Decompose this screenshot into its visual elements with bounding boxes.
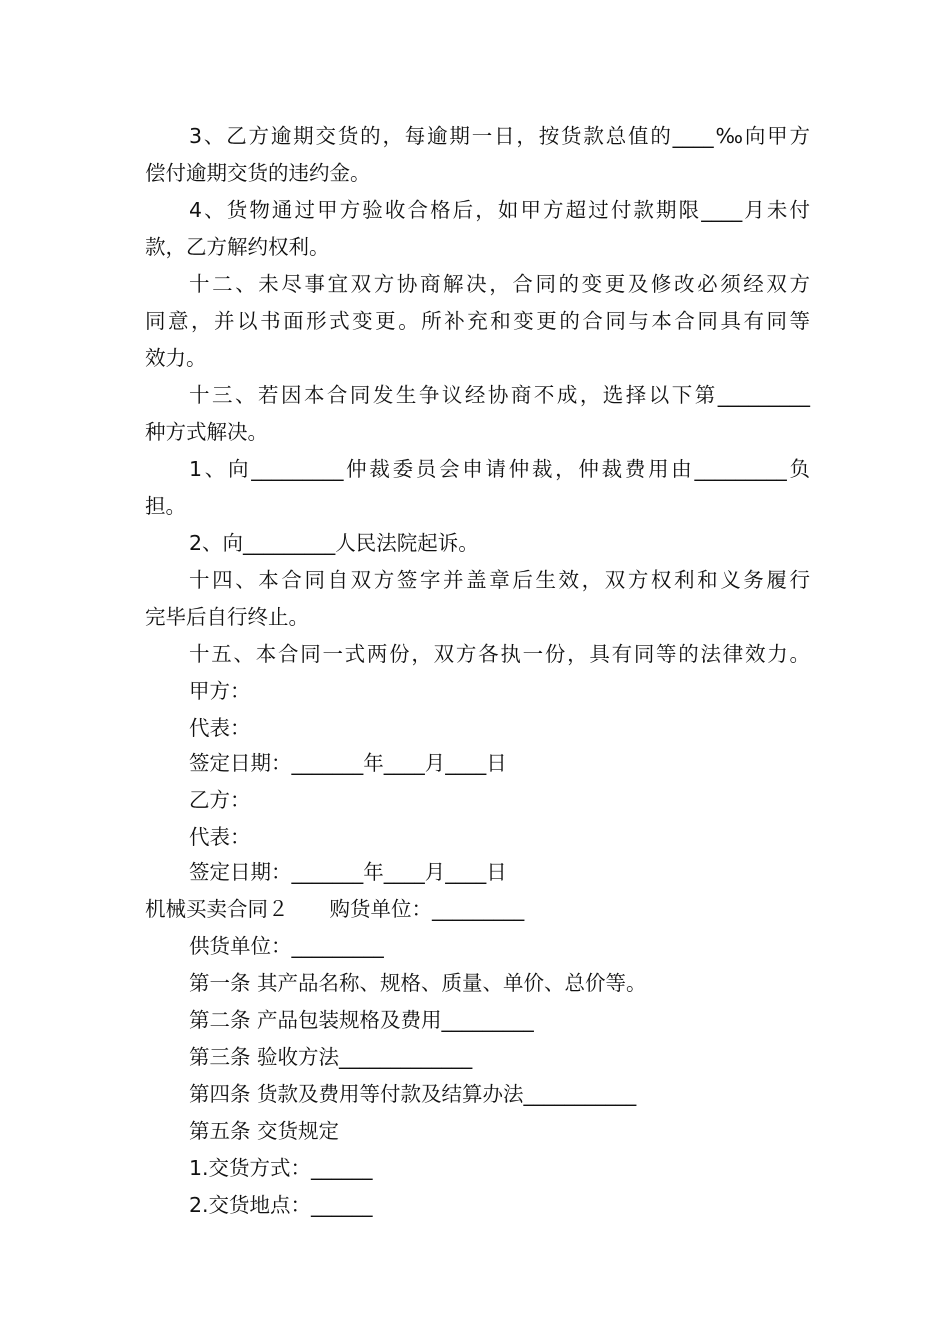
article-1: 第一条 其产品名称、规格、质量、单价、总价等。 [189,971,647,995]
clause-line: 4、货物通过甲方验收合格后，如甲方超过付款期限____月未付 [189,198,810,222]
clause-line: 偿付逾期交货的违约金。 [145,161,371,185]
party-a-sign-date: 签定日期：_______年____月____日 [189,751,507,775]
article-4: 第四条 货款及费用等付款及结算办法___________ [189,1082,637,1106]
clause-line: 款，乙方解约权利。 [145,235,330,259]
clause-line: 完毕后自行终止。 [145,605,309,629]
delivery-location: 2.交货地点：______ [189,1193,373,1217]
party-b-representative: 代表： [189,825,251,849]
clause-line: 1、向_________仲裁委员会申请仲裁，仲裁费用由_________负 [189,457,810,481]
article-3: 第三条 验收方法_____________ [189,1045,473,1069]
clause-line: 十四、本合同自双方签字并盖章后生效，双方权利和义务履行 [189,568,810,592]
clause-line: 种方式解决。 [145,420,268,444]
clause-line: 3、乙方逾期交货的，每逾期一日，按货款总值的____‰向甲方 [189,124,810,148]
party-a-label: 甲方： [189,679,251,703]
party-b-label: 乙方： [189,788,251,812]
clause-line: 十二、未尽事宜双方协商解决，合同的变更及修改必须经双方 [189,272,810,296]
article-5: 第五条 交货规定 [189,1119,340,1143]
article-2: 第二条 产品包装规格及费用_________ [189,1008,534,1032]
clause-line: 2、向_________人民法院起诉。 [189,531,479,555]
supplier-line: 供货单位：_________ [189,934,384,958]
contract-2-title: 机械买卖合同２ 购货单位：_________ [145,897,525,921]
party-a-representative: 代表： [189,716,251,740]
clause-line: 十五、本合同一式两份，双方各执一份，具有同等的法律效力。 [189,642,810,666]
party-b-sign-date: 签定日期：_______年____月____日 [189,860,507,884]
delivery-method: 1.交货方式：______ [189,1156,373,1180]
clause-line: 同意，并以书面形式变更。所补充和变更的合同与本合同具有同等 [145,309,810,333]
clause-line: 十三、若因本合同发生争议经协商不成，选择以下第_________ [189,383,810,407]
clause-line: 担。 [145,494,186,518]
clause-line: 效力。 [145,346,207,370]
